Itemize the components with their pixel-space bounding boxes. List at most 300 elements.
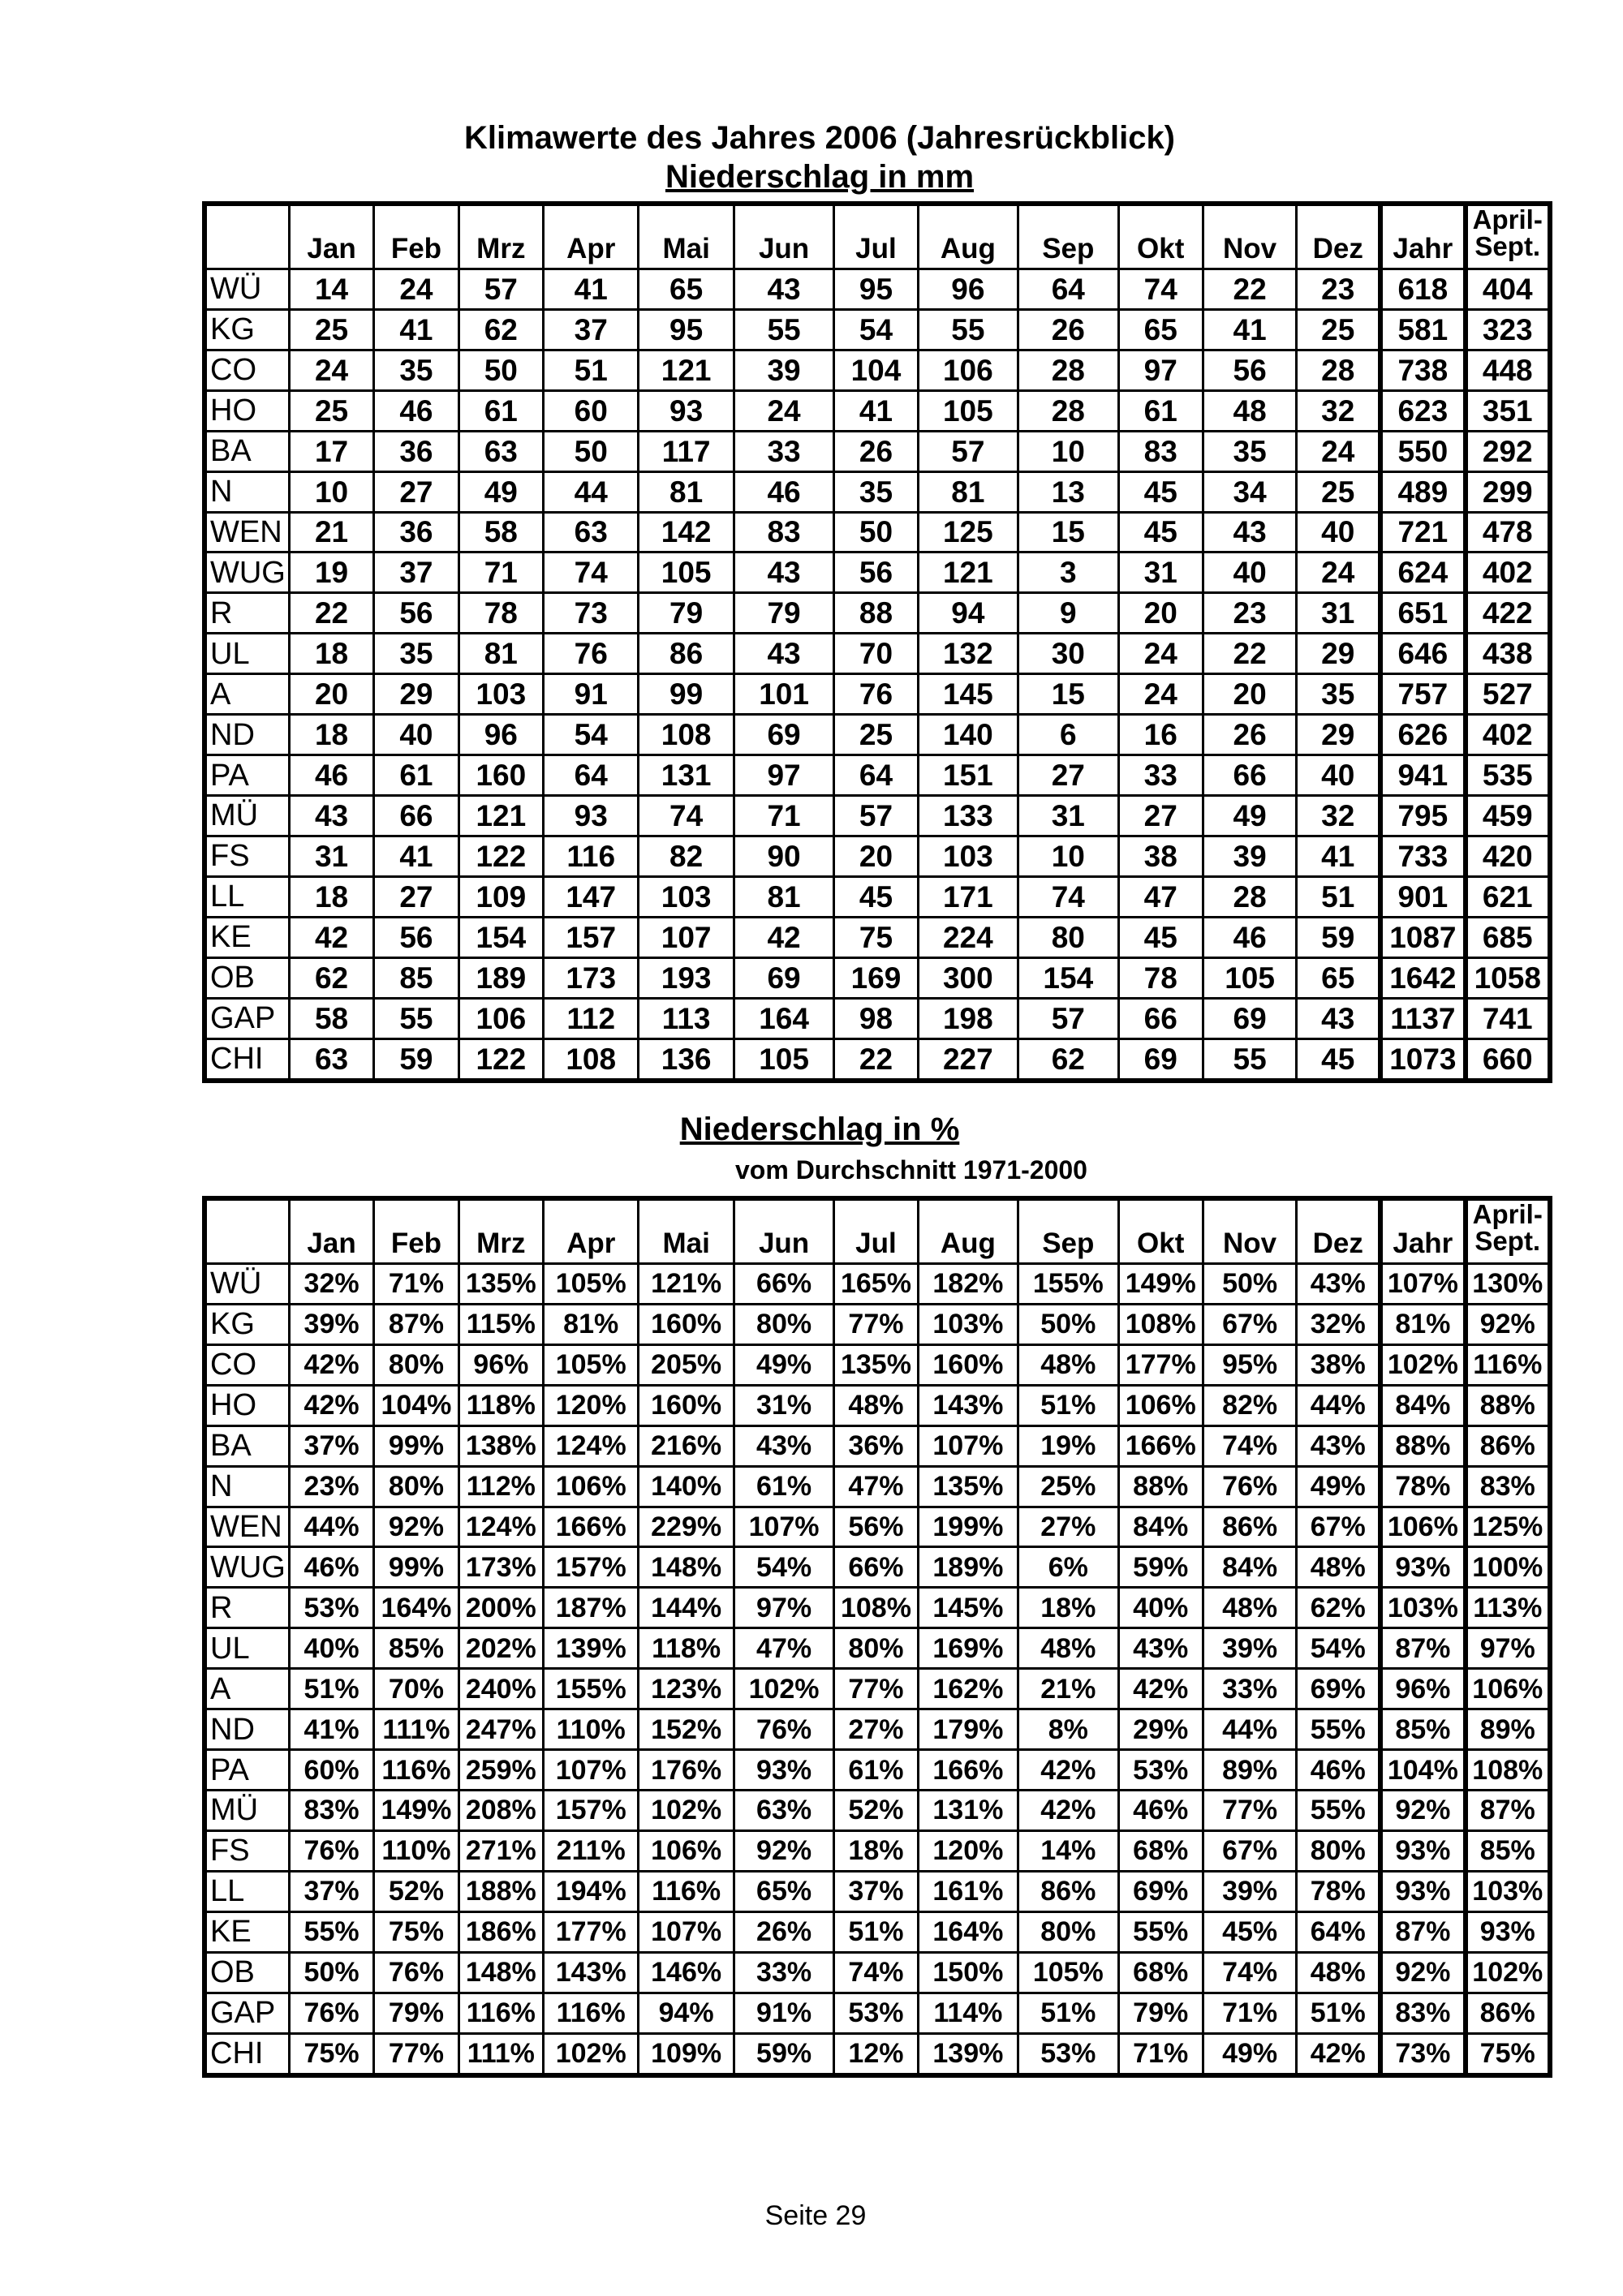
table-cell: 45 — [834, 876, 918, 917]
table-cell: 40 — [1297, 755, 1380, 796]
table-cell: 31 — [289, 836, 373, 876]
table-cell: 187% — [544, 1588, 639, 1628]
table-cell: 13 — [1018, 471, 1118, 512]
table-cell: 63 — [458, 431, 543, 471]
table-cell: 86% — [1018, 1871, 1118, 1911]
table-cell: 10 — [289, 471, 373, 512]
table-cell: 76 — [834, 674, 918, 715]
table-cell: 40 — [1297, 512, 1380, 553]
table-cell: 28 — [1018, 390, 1118, 431]
table-cell: 66 — [1203, 755, 1296, 796]
table-cell: 171 — [918, 876, 1018, 917]
table-cell: 14% — [1018, 1830, 1118, 1871]
table-cell: 103% — [1466, 1871, 1550, 1911]
table-cell: 42% — [1297, 2033, 1380, 2075]
table-cell: 35 — [374, 634, 458, 674]
table-cell: 87% — [1380, 1628, 1465, 1669]
station-label: ND — [204, 1709, 289, 1750]
table-cell: 80% — [1018, 1911, 1118, 1952]
table-row — [204, 471, 1550, 512]
table-cell: 27% — [1018, 1507, 1118, 1547]
table-cell: 402 — [1466, 553, 1550, 593]
table-cell: 109 — [458, 876, 543, 917]
table-cell: 31% — [734, 1385, 833, 1425]
table-cell: 27% — [834, 1709, 918, 1750]
column-header: Jun — [734, 204, 833, 269]
table-cell: 189% — [918, 1547, 1018, 1588]
column-header: Aug — [918, 204, 1018, 269]
table-body — [204, 269, 1550, 1081]
table-cell: 125% — [1466, 1507, 1550, 1547]
table-cell: 93% — [734, 1750, 833, 1791]
table-cell: 91 — [544, 674, 639, 715]
table-cell: 37% — [834, 1871, 918, 1911]
station-label: N — [204, 1466, 289, 1507]
table-cell: 67% — [1203, 1304, 1296, 1344]
table-cell: 58 — [289, 998, 373, 1038]
table-cell: 37% — [289, 1871, 373, 1911]
table-cell: 47% — [734, 1628, 833, 1669]
table-row — [204, 795, 1550, 836]
table-cell: 26% — [734, 1911, 833, 1952]
table-cell: 136 — [639, 1038, 734, 1081]
table-cell: 54% — [1297, 1628, 1380, 1669]
table-cell: 64% — [1297, 1911, 1380, 1952]
table-cell: 55% — [289, 1911, 373, 1952]
table-cell: 145% — [918, 1588, 1018, 1628]
table-row — [204, 1264, 1550, 1305]
table-cell: 25% — [1018, 1466, 1118, 1507]
table-cell: 106% — [639, 1830, 734, 1871]
table-cell: 229% — [639, 1507, 734, 1547]
table-cell: 51 — [544, 350, 639, 390]
table-cell: 93% — [1380, 1871, 1465, 1911]
table-cell: 179% — [918, 1709, 1018, 1750]
table-cell: 581 — [1380, 309, 1465, 350]
table-cell: 97 — [734, 755, 833, 796]
table-cell: 98 — [834, 998, 918, 1038]
table-cell: 150% — [918, 1952, 1018, 1993]
section-title-mm: Niederschlag in mm — [665, 159, 975, 195]
table-cell: 87% — [1380, 1911, 1465, 1952]
table-cell: 135% — [458, 1264, 543, 1305]
station-label: LL — [204, 876, 289, 917]
table-cell: 69 — [734, 957, 833, 998]
table-cell: 106 — [918, 350, 1018, 390]
table-cell: 420 — [1466, 836, 1550, 876]
table-row — [204, 1547, 1550, 1588]
station-label: MÜ — [204, 795, 289, 836]
table-cell: 110% — [374, 1830, 458, 1871]
table-cell: 160% — [918, 1344, 1018, 1385]
table-row — [204, 1871, 1550, 1911]
table-cell: 110% — [544, 1709, 639, 1750]
table-cell: 10 — [1018, 431, 1118, 471]
table-cell: 9 — [1018, 593, 1118, 634]
table-cell: 200% — [458, 1588, 543, 1628]
table-cell: 42% — [289, 1344, 373, 1385]
table-cell: 103 — [639, 876, 734, 917]
table-cell: 62 — [1018, 1038, 1118, 1081]
table-cell: 124% — [544, 1425, 639, 1466]
table-cell: 50% — [1018, 1304, 1118, 1344]
table-cell: 527 — [1466, 674, 1550, 715]
table-cell: 101 — [734, 674, 833, 715]
table-cell: 106% — [544, 1466, 639, 1507]
table-cell: 46% — [1118, 1790, 1203, 1830]
table-cell: 1058 — [1466, 957, 1550, 998]
table-cell: 145 — [918, 674, 1018, 715]
table-cell: 29% — [1118, 1709, 1203, 1750]
table-cell: 85% — [374, 1628, 458, 1669]
table-cell: 39% — [1203, 1628, 1296, 1669]
table-cell: 22 — [1203, 269, 1296, 310]
table-cell: 40% — [1118, 1588, 1203, 1628]
table-row — [204, 431, 1550, 471]
table-cell: 76% — [374, 1952, 458, 1993]
table-cell: 188% — [458, 1871, 543, 1911]
table-row — [204, 998, 1550, 1038]
table-cell: 105% — [544, 1344, 639, 1385]
table-cell: 157% — [544, 1547, 639, 1588]
table-cell: 721 — [1380, 512, 1465, 553]
table-cell: 97 — [1118, 350, 1203, 390]
table-cell: 103% — [1380, 1588, 1465, 1628]
table-cell: 1087 — [1380, 917, 1465, 957]
table-row — [204, 1669, 1550, 1709]
table-cell: 20 — [1203, 674, 1296, 715]
table-cell: 50 — [834, 512, 918, 553]
table-cell: 177% — [544, 1911, 639, 1952]
table-row — [204, 553, 1550, 593]
table-cell: 97% — [1466, 1628, 1550, 1669]
table-cell: 33% — [734, 1952, 833, 1993]
table-cell: 80% — [834, 1628, 918, 1669]
table-cell: 69 — [1203, 998, 1296, 1038]
table-cell: 21 — [289, 512, 373, 553]
column-header: Jan — [289, 204, 373, 269]
table-cell: 106% — [1380, 1507, 1465, 1547]
table-cell: 50 — [458, 350, 543, 390]
table-cell: 116% — [458, 1993, 543, 2033]
column-header: Nov — [1203, 1198, 1296, 1264]
table-cell: 48 — [1203, 390, 1296, 431]
table-cell: 208% — [458, 1790, 543, 1830]
station-label: CHI — [204, 1038, 289, 1081]
column-header: Jahr — [1380, 1198, 1465, 1264]
table-cell: 149% — [374, 1790, 458, 1830]
table-cell: 166% — [544, 1507, 639, 1547]
table-cell: 164% — [374, 1588, 458, 1628]
page-title: Klimawerte des Jahres 2006 (Jahresrückblick) — [463, 120, 1176, 156]
table-cell: 15 — [1018, 512, 1118, 553]
table-cell: 205% — [639, 1344, 734, 1385]
table-cell: 35 — [1203, 431, 1296, 471]
table-row — [204, 1709, 1550, 1750]
table-cell: 74 — [544, 553, 639, 593]
table-cell: 57 — [458, 269, 543, 310]
table-cell: 52% — [374, 1871, 458, 1911]
table-row — [204, 1830, 1550, 1871]
table-cell: 43 — [289, 795, 373, 836]
table-row — [204, 1507, 1550, 1547]
table-cell: 194% — [544, 1871, 639, 1911]
table-cell: 107% — [544, 1750, 639, 1791]
table-cell: 116 — [544, 836, 639, 876]
table-cell: 259% — [458, 1750, 543, 1791]
table-cell: 55% — [1118, 1911, 1203, 1952]
table-cell: 118% — [639, 1628, 734, 1669]
table-cell: 25 — [1297, 471, 1380, 512]
table-cell: 22 — [834, 1038, 918, 1081]
table-cell: 24 — [734, 390, 833, 431]
table-cell: 103 — [918, 836, 1018, 876]
table-cell: 152% — [639, 1709, 734, 1750]
table-cell: 70% — [374, 1669, 458, 1709]
table-cell: 32% — [289, 1264, 373, 1305]
station-label: A — [204, 1669, 289, 1709]
table-cell: 29 — [374, 674, 458, 715]
table-cell: 224 — [918, 917, 1018, 957]
table-cell: 24 — [1118, 634, 1203, 674]
table-cell: 43% — [1118, 1628, 1203, 1669]
table-cell: 177% — [1118, 1344, 1203, 1385]
table-cell: 48% — [834, 1385, 918, 1425]
table-cell: 131% — [918, 1790, 1018, 1830]
table-cell: 93% — [1380, 1547, 1465, 1588]
table-cell: 1642 — [1380, 957, 1465, 998]
table-cell: 23 — [1203, 593, 1296, 634]
column-header: Jan — [289, 1198, 373, 1264]
table-cell: 76 — [544, 634, 639, 674]
table-cell: 39% — [289, 1304, 373, 1344]
table-cell: 102% — [734, 1669, 833, 1709]
table-cell: 69 — [734, 715, 833, 755]
column-header: Jun — [734, 1198, 833, 1264]
table-cell: 18% — [834, 1830, 918, 1871]
table-cell: 140 — [918, 715, 1018, 755]
table-cell: 623 — [1380, 390, 1465, 431]
table-row — [204, 1790, 1550, 1830]
column-header: Mai — [639, 204, 734, 269]
table-row — [204, 1993, 1550, 2033]
table-cell: 102% — [1380, 1344, 1465, 1385]
table-cell: 63 — [289, 1038, 373, 1081]
table-cell: 102% — [639, 1790, 734, 1830]
table-cell: 56 — [374, 917, 458, 957]
table-cell: 76% — [289, 1830, 373, 1871]
table-cell: 55 — [374, 998, 458, 1038]
column-header: Dez — [1297, 204, 1380, 269]
table-cell: 41 — [1203, 309, 1296, 350]
table-cell: 54 — [544, 715, 639, 755]
table-cell: 23 — [1297, 269, 1380, 310]
table-cell: 53% — [1118, 1750, 1203, 1791]
table-cell: 60 — [544, 390, 639, 431]
table-row — [204, 634, 1550, 674]
table-cell: 459 — [1466, 795, 1550, 836]
table-cell: 59% — [734, 2033, 833, 2075]
table-cell: 90 — [734, 836, 833, 876]
table-cell: 84% — [1118, 1507, 1203, 1547]
table-cell: 71% — [1118, 2033, 1203, 2075]
table-cell: 111% — [374, 1709, 458, 1750]
table-cell: 99% — [374, 1547, 458, 1588]
station-label: UL — [204, 1628, 289, 1669]
column-header: Okt — [1118, 1198, 1203, 1264]
table-cell: 103% — [918, 1304, 1018, 1344]
table-cell: 44% — [289, 1507, 373, 1547]
table-cell: 52% — [834, 1790, 918, 1830]
station-label: N — [204, 471, 289, 512]
table-cell: 27 — [374, 471, 458, 512]
table-cell: 45% — [1203, 1911, 1296, 1952]
table-cell: 43 — [734, 634, 833, 674]
table-row — [204, 1304, 1550, 1344]
table-cell: 122 — [458, 836, 543, 876]
table-cell: 199% — [918, 1507, 1018, 1547]
station-label: GAP — [204, 1993, 289, 2033]
table-cell: 49% — [1297, 1466, 1380, 1507]
column-header: Mai — [639, 1198, 734, 1264]
table-row — [204, 593, 1550, 634]
table-cell: 77% — [834, 1304, 918, 1344]
table-cell: 43 — [734, 553, 833, 593]
column-header: Apr — [544, 204, 639, 269]
table-cell: 115% — [458, 1304, 543, 1344]
table-cell: 164 — [734, 998, 833, 1038]
table-cell: 54 — [834, 309, 918, 350]
table-cell: 81 — [734, 876, 833, 917]
table-cell: 79% — [374, 1993, 458, 2033]
station-label: WÜ — [204, 269, 289, 310]
station-label: WEN — [204, 1507, 289, 1547]
table-cell: 77% — [834, 1669, 918, 1709]
table-cell: 113 — [639, 998, 734, 1038]
table-cell: 46 — [1203, 917, 1296, 957]
table-cell: 43% — [734, 1425, 833, 1466]
station-label: KE — [204, 917, 289, 957]
table-cell: 46 — [374, 390, 458, 431]
table-cell: 149% — [1118, 1264, 1203, 1305]
table-cell: 139% — [918, 2033, 1018, 2075]
station-label: R — [204, 1588, 289, 1628]
table-cell: 25 — [289, 390, 373, 431]
table-cell: 107% — [918, 1425, 1018, 1466]
table-cell: 22 — [1203, 634, 1296, 674]
table-cell: 64 — [1018, 269, 1118, 310]
table-cell: 37 — [374, 553, 458, 593]
table-cell: 757 — [1380, 674, 1465, 715]
table-cell: 28 — [1203, 876, 1296, 917]
table-cell: 49 — [1203, 795, 1296, 836]
table-cell: 41 — [544, 269, 639, 310]
table-cell: 37 — [544, 309, 639, 350]
table-cell: 65 — [1297, 957, 1380, 998]
table-cell: 55% — [1297, 1790, 1380, 1830]
station-label: CO — [204, 1344, 289, 1385]
table-cell: 169% — [918, 1628, 1018, 1669]
table-cell: 48% — [1203, 1588, 1296, 1628]
station-label: CO — [204, 350, 289, 390]
table-cell: 105 — [639, 553, 734, 593]
table-cell: 19 — [289, 553, 373, 593]
table-cell: 166% — [918, 1750, 1018, 1791]
station-label: R — [204, 593, 289, 634]
table-cell: 47 — [1118, 876, 1203, 917]
table-row — [204, 1466, 1550, 1507]
table-cell: 92% — [1380, 1952, 1465, 1993]
table-cell: 96 — [458, 715, 543, 755]
table-cell: 62 — [458, 309, 543, 350]
table-cell: 19% — [1018, 1425, 1118, 1466]
table-cell: 66 — [374, 795, 458, 836]
table-cell: 33 — [734, 431, 833, 471]
table-cell: 85% — [1466, 1830, 1550, 1871]
table-cell: 61 — [458, 390, 543, 431]
table-cell: 36 — [374, 431, 458, 471]
table-cell: 140% — [639, 1466, 734, 1507]
table-cell: 108% — [1466, 1750, 1550, 1791]
table-cell: 24 — [374, 269, 458, 310]
table-cell: 93% — [1380, 1830, 1465, 1871]
table-cell: 49% — [1203, 2033, 1296, 2075]
station-label: UL — [204, 634, 289, 674]
column-header: Jahr — [1380, 204, 1465, 269]
column-header: Apr — [544, 1198, 639, 1264]
table-cell: 76% — [1203, 1466, 1296, 1507]
table-cell: 83 — [734, 512, 833, 553]
table-cell: 95 — [639, 309, 734, 350]
table-cell: 32 — [1297, 390, 1380, 431]
table-cell: 166% — [1118, 1425, 1203, 1466]
table-cell: 71 — [734, 795, 833, 836]
table-cell: 88% — [1380, 1425, 1465, 1466]
table-cell: 45 — [1118, 917, 1203, 957]
table-cell: 30 — [1018, 634, 1118, 674]
table-cell: 86% — [1466, 1993, 1550, 2033]
table-cell: 81% — [1380, 1304, 1465, 1344]
table-cell: 132 — [918, 634, 1018, 674]
table-cell: 41 — [834, 390, 918, 431]
station-label: ND — [204, 715, 289, 755]
table-cell: 351 — [1466, 390, 1550, 431]
table-cell: 42% — [1018, 1750, 1118, 1791]
table-cell: 24 — [289, 350, 373, 390]
table-row — [204, 1385, 1550, 1425]
table-cell: 3 — [1018, 553, 1118, 593]
table-cell: 741 — [1466, 998, 1550, 1038]
table-cell: 22 — [289, 593, 373, 634]
table-cell: 87% — [374, 1304, 458, 1344]
table-cell: 621 — [1466, 876, 1550, 917]
table-row — [204, 715, 1550, 755]
station-label: WEN — [204, 512, 289, 553]
column-header — [204, 204, 289, 269]
table-cell: 80 — [1018, 917, 1118, 957]
table-cell: 73% — [1380, 2033, 1465, 2075]
table-cell: 104 — [834, 350, 918, 390]
table-cell: 82 — [639, 836, 734, 876]
table-cell: 92% — [1380, 1790, 1465, 1830]
table-cell: 160 — [458, 755, 543, 796]
column-header: Jul — [834, 1198, 918, 1264]
table-cell: 26 — [1018, 309, 1118, 350]
table-cell: 84% — [1203, 1547, 1296, 1588]
table-cell: 105% — [544, 1264, 639, 1305]
table-cell: 24 — [1297, 553, 1380, 593]
table-cell: 88% — [1118, 1466, 1203, 1507]
